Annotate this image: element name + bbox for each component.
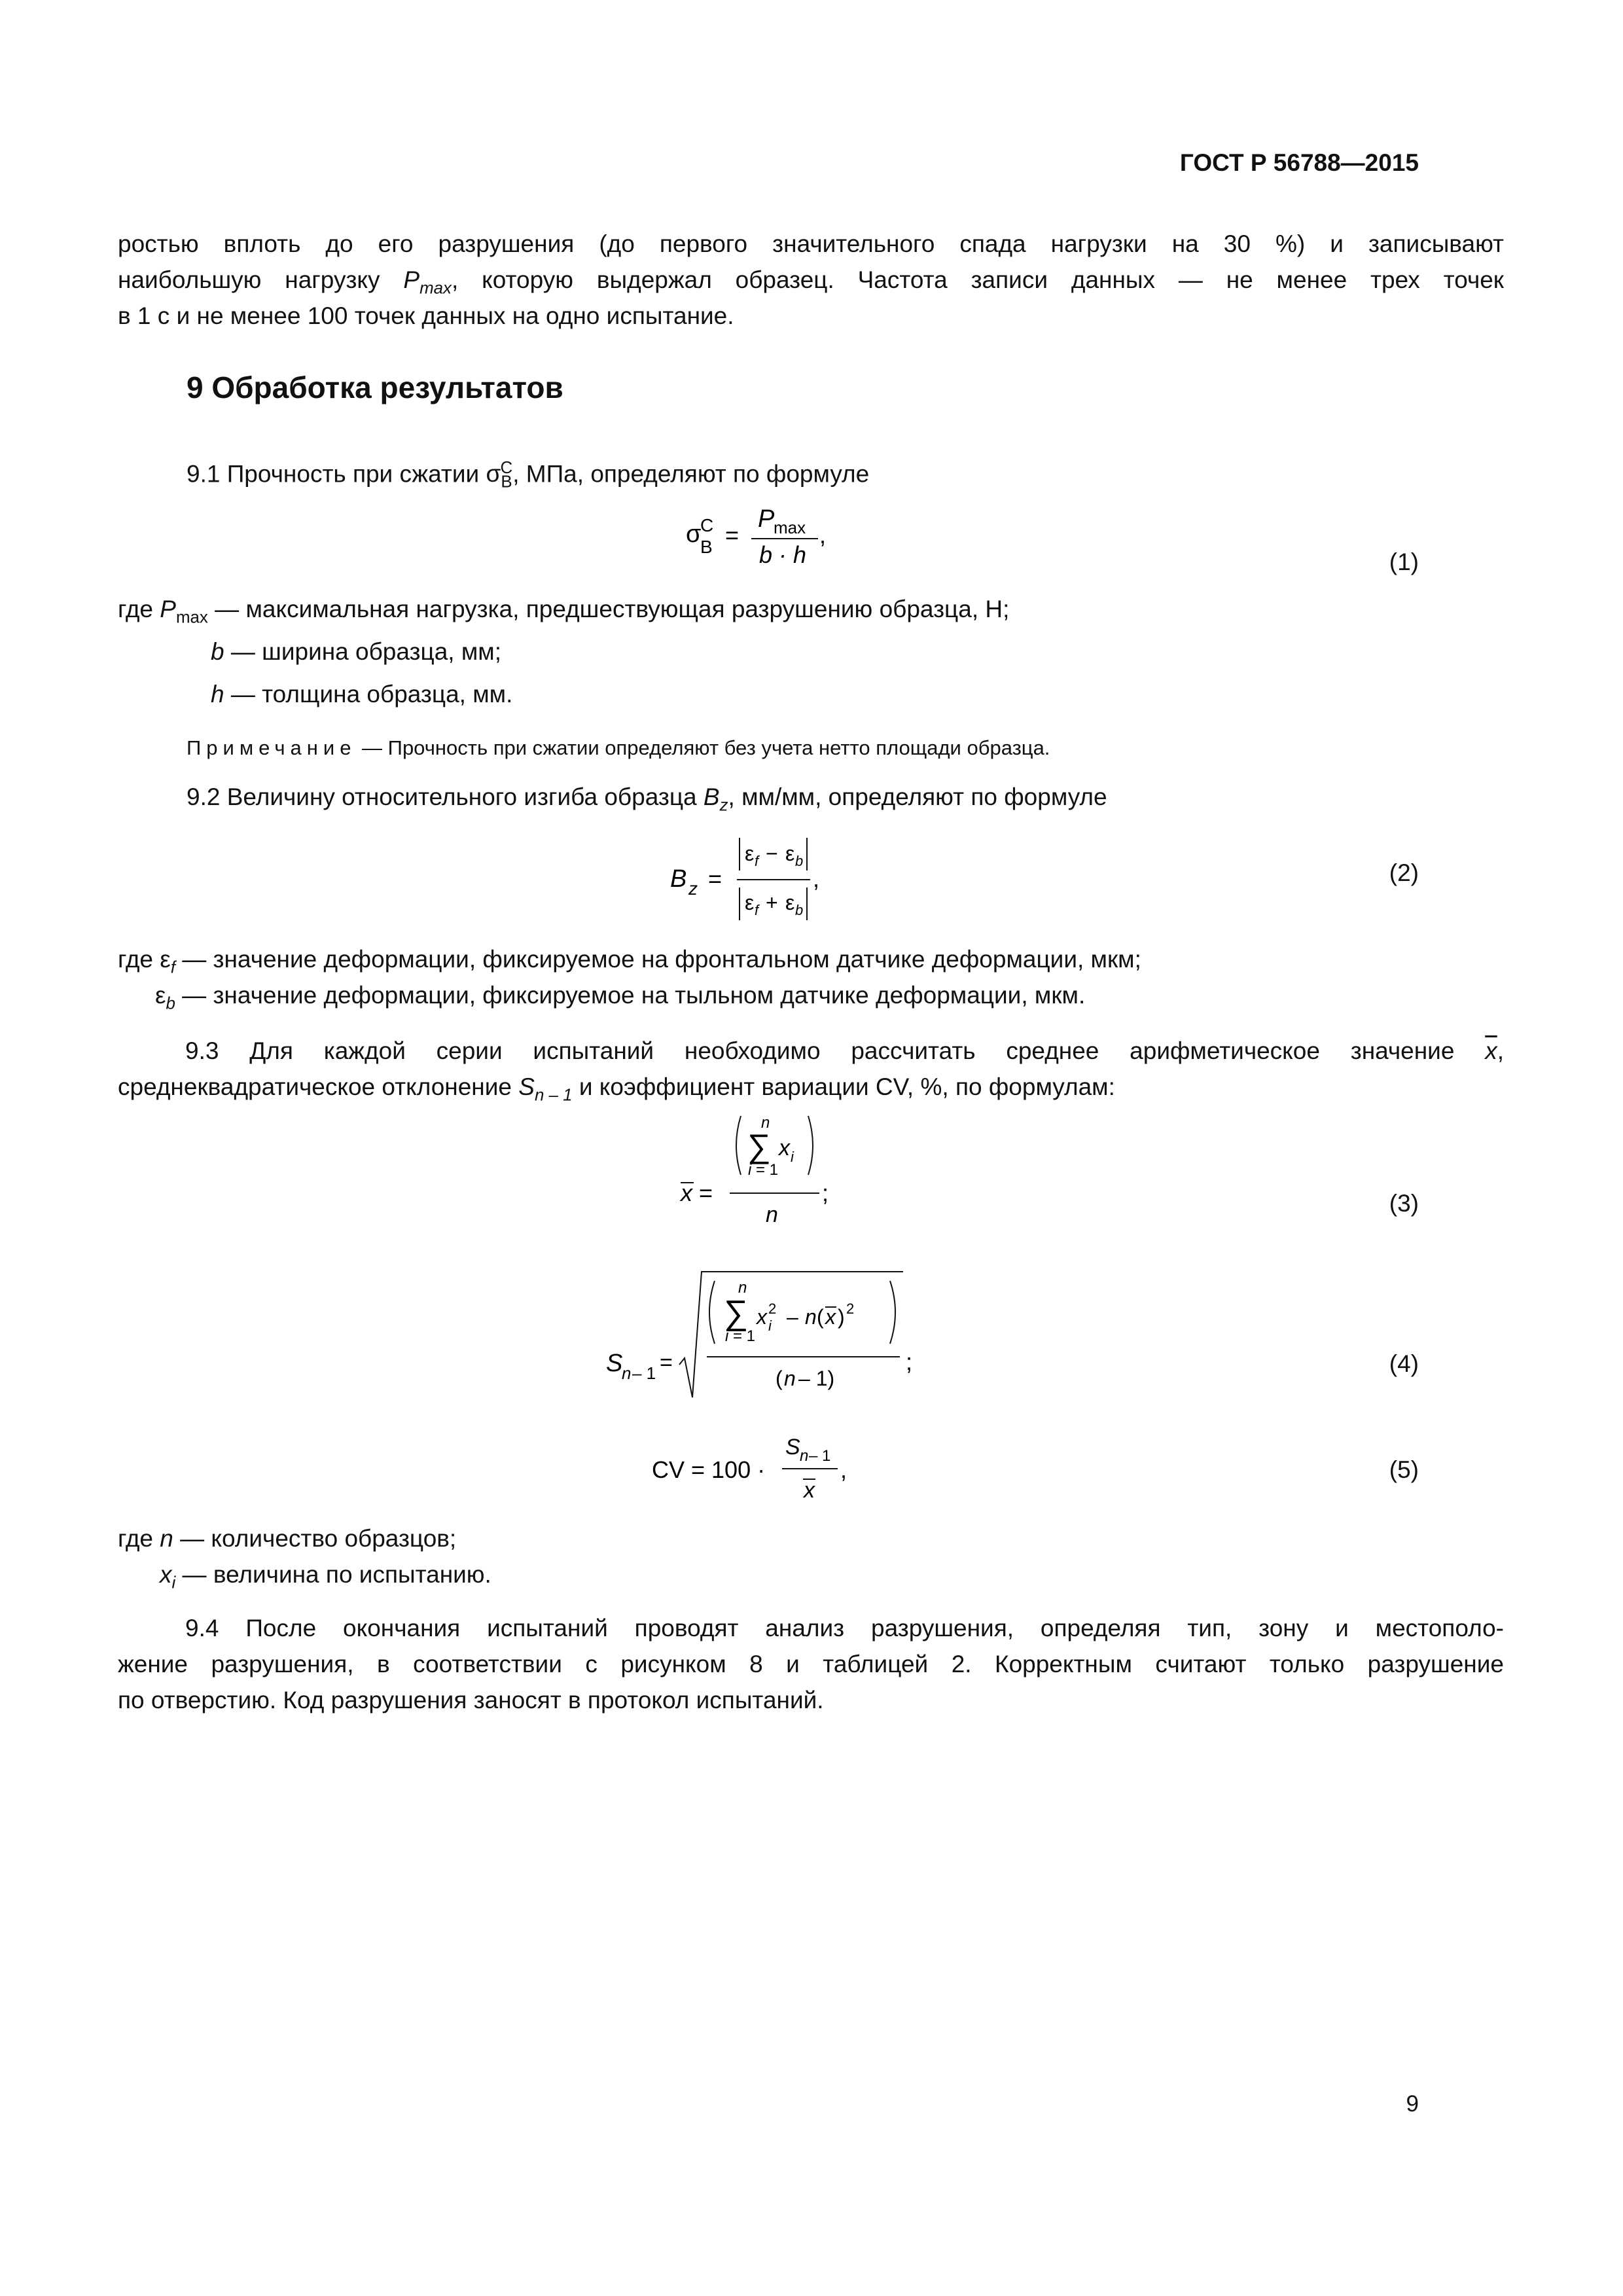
clause-9-4-line-1: 9.4 После окончания испытаний проводят анализ разрушения, определяя тип, зону и местополо- <box>185 1615 1504 1641</box>
eq-number-4: (4) <box>1389 1350 1419 1377</box>
svg-text:f: f <box>755 853 759 869</box>
svg-text:;: ; <box>906 1348 913 1375</box>
svg-text:x: x <box>681 1179 692 1206</box>
svg-text:В: В <box>700 537 713 557</box>
svg-text:n: n <box>800 1447 809 1465</box>
intro-line-2: наибольшую нагрузку $P_{max}$, которую выдержал образец. Частота записи данных — не менее трех точек <box>118 266 1504 298</box>
svg-text:–: – <box>787 1305 798 1329</box>
note: Примечание — Прочность при сжатии определяют без учета нетто площади образца. <box>187 736 1050 759</box>
equation-4 <box>602 1266 942 1404</box>
svg-text:b: b <box>795 902 804 918</box>
svg-text:P: P <box>758 505 775 533</box>
clause-9-3-line-1: 9.3 Для каждой серии испытаний необходимо рассчитать среднее арифметическое значение $\overline{x}$, <box>185 1037 1504 1064</box>
svg-text:ε: ε <box>785 842 795 865</box>
intro-line-1: ростью вплоть до его разрушения (до первого значительного спада нагрузки на 30 %) и записывают <box>118 230 1504 257</box>
svg-text:= 1: = 1 <box>756 1161 779 1179</box>
svg-text:– 1): – 1) <box>798 1367 835 1390</box>
svg-text:σ: σ <box>686 520 702 548</box>
where-xi: $x_i$ — величина по испытанию. <box>160 1561 491 1592</box>
svg-text:b: b <box>795 853 804 869</box>
svg-text:2: 2 <box>768 1300 777 1317</box>
svg-text:x: x <box>757 1305 767 1329</box>
equation-1 <box>681 494 877 573</box>
svg-text:): ) <box>838 1305 845 1329</box>
clause-9-4-line-2: жение разрушения, в соответствии с рисунком 8 и таблицей 2. Корректным считают только разрушение <box>118 1651 1504 1677</box>
document-id: ГОСТ Р 56788—2015 <box>1179 149 1419 176</box>
clause-9-2: 9.2 Величину относительного изгиба образца $B_z$, мм/мм, определяют по формуле <box>187 783 1107 815</box>
section-title: 9 Обработка результатов <box>187 370 563 404</box>
intro-line-3: в 1 с и не менее 100 точек данных на одно испытание. <box>118 302 734 329</box>
clause-9-1: 9.1 Прочность при сжатии $\sigma_В^С$, МПа, определяют по формуле <box>187 459 870 492</box>
svg-text:i: i <box>725 1327 729 1345</box>
equation-5 <box>648 1427 883 1512</box>
svg-text:;: ; <box>822 1179 829 1206</box>
svg-text:i: i <box>791 1149 794 1165</box>
svg-text:CV = 100 ·: CV = 100 · <box>652 1456 766 1483</box>
svg-text:(: ( <box>776 1367 783 1390</box>
svg-text:max: max <box>774 518 806 537</box>
svg-text:x: x <box>825 1305 836 1329</box>
svg-text:С: С <box>700 515 714 535</box>
svg-text:x: x <box>804 1478 815 1503</box>
svg-text:∑: ∑ <box>724 1294 749 1332</box>
where-pmax: где $P_{max}$ — максимальная нагрузка, предшествующая разрушению образца, Н; <box>118 596 1010 627</box>
svg-text:=: = <box>660 1350 673 1375</box>
eq-number-2: (2) <box>1389 859 1419 886</box>
svg-text:n: n <box>805 1305 817 1329</box>
where-b: b — ширина образца, мм; <box>211 638 501 665</box>
svg-text:z: z <box>688 878 698 899</box>
svg-text:n: n <box>784 1367 796 1390</box>
svg-text:n: n <box>766 1202 778 1227</box>
svg-text:f: f <box>755 902 759 918</box>
note-label: Примечание <box>187 736 357 759</box>
svg-text:n: n <box>761 1114 770 1132</box>
where-eb: $\varepsilon_b$ — значение деформации, фиксируемое на тыльном датчике деформации, мкм. <box>155 982 1086 1013</box>
svg-text:,: , <box>813 865 820 892</box>
svg-text:−: − <box>766 842 778 865</box>
svg-text:∑: ∑ <box>747 1128 771 1164</box>
eq-number-1: (1) <box>1389 548 1419 575</box>
svg-text:– 1: – 1 <box>632 1363 656 1383</box>
svg-text:(: ( <box>817 1305 824 1329</box>
svg-text:i: i <box>768 1318 772 1334</box>
equation-3 <box>674 1109 870 1240</box>
where-ef: где $\varepsilon_f$ — значение деформации, фиксируемое на фронтальном датчике деформации, мкм; <box>118 946 1141 977</box>
svg-text:S: S <box>606 1350 623 1377</box>
page-number: 9 <box>1406 2091 1419 2117</box>
svg-text:+: + <box>766 891 778 914</box>
clause-9-4-line-3: по отверстию. Код разрушения заносят в протокол испытаний. <box>118 1687 824 1713</box>
equation-2 <box>668 831 877 929</box>
svg-text:=: = <box>725 522 740 548</box>
svg-text:x: x <box>779 1136 790 1160</box>
svg-text:B: B <box>670 865 687 893</box>
svg-text:ε: ε <box>745 842 755 865</box>
svg-text:ε: ε <box>745 891 755 914</box>
svg-text:ε: ε <box>785 891 795 914</box>
svg-text:– 1: – 1 <box>809 1447 831 1465</box>
svg-text:b · h: b · h <box>759 541 807 568</box>
svg-text:2: 2 <box>846 1300 855 1317</box>
svg-text:=: = <box>699 1179 713 1206</box>
clause-9-3-line-2: среднеквадратическое отклонение $S_{n - 1}$ и коэффициент вариации CV, %, по формулам: <box>118 1073 1115 1105</box>
svg-text:,: , <box>840 1456 847 1483</box>
where-h: h — толщина образца, мм. <box>211 681 513 708</box>
svg-text:n: n <box>622 1363 632 1383</box>
svg-text:,: , <box>819 522 827 548</box>
svg-text:=: = <box>708 865 722 892</box>
pmax-var: $P_{max}$ <box>403 266 452 298</box>
svg-text:= 1: = 1 <box>733 1327 756 1345</box>
svg-text:i: i <box>748 1161 752 1179</box>
eq-number-3: (3) <box>1389 1190 1419 1217</box>
svg-text:S: S <box>785 1435 800 1460</box>
eq-number-5: (5) <box>1389 1456 1419 1483</box>
svg-text:n: n <box>738 1279 747 1297</box>
sigma-symbol: $\sigma_В^С$ <box>486 459 513 492</box>
where-n: где n — количество образцов; <box>118 1525 457 1552</box>
